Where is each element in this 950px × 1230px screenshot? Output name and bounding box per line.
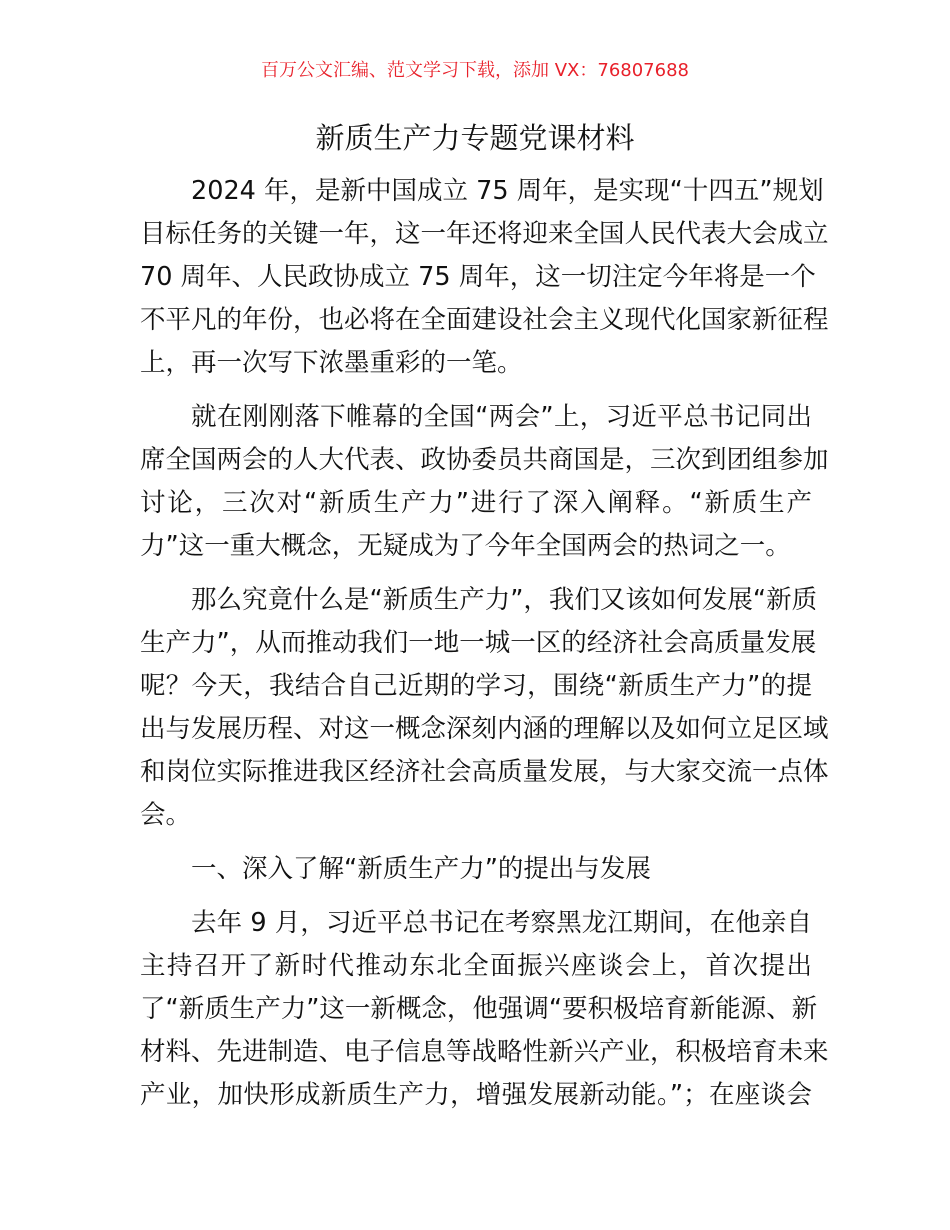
text-line: 和岗位实际推进我区经济社会高质量发展，与大家交流一点体 [140,757,829,787]
watermark-header: 百万公文汇编、范文学习下载，添加 VX：76807688 [261,60,689,81]
text-line: 材料、先进制造、电子信息等战略性新兴产业，积极培育未来 [140,1037,829,1067]
text-line: 席全国两会的人大代表、政协委员共商国是，三次到团组参加 [140,445,829,475]
document-title: 新质生产力专题党课材料 [315,121,635,155]
text-line: 主持召开了新时代推动东北全面振兴座谈会上，首次提出 [140,951,812,981]
text-line: 出与发展历程、对这一概念深刻内涵的理解以及如何立足区域 [140,714,829,744]
text-line: 了“新质生产力”这一新概念，他强调“要积极培育新能源、新 [140,994,818,1024]
text-line: 呢？今天，我结合自己近期的学习，围绕“新质生产力”的提 [140,671,812,701]
text-line: 讨论，三次对“新质生产力”进行了深入阐释。“新质生产 [140,488,812,518]
text-line: 就在刚刚落下帷幕的全国“两会”上，习近平总书记同出 [191,402,812,432]
paragraph [140,396,829,568]
text-line: 目标任务的关键一年，这一年还将迎来全国人民代表大会成立 [140,219,829,249]
text-line: 力”这一重大概念，无疑成为了今年全国两会的热词之一。 [140,531,791,561]
text-line: 会。 [140,800,192,830]
text-line: 70 周年、人民政协成立 75 周年，这一切注定今年将是一个 [140,262,816,292]
text-line: 产业，加快形成新质生产力，增强发展新动能。”；在座谈会 [140,1080,812,1110]
text-line: 去年 9 月，习近平总书记在考察黑龙江期间，在他亲自 [191,908,812,938]
section-heading [140,848,812,891]
text-line: 不平凡的年份，也必将在全面建设社会主义现代化国家新征程 [140,305,829,335]
paragraph [140,902,829,1117]
text-line: 上，再一次写下浓墨重彩的一笔。 [140,348,523,378]
text-line: 一、深入了解“新质生产力”的提出与发展 [191,854,651,884]
text-line: 2024 年，是新中国成立 75 周年，是实现“十四五”规划 [191,176,824,206]
paragraph [140,579,829,837]
paragraph [140,170,829,385]
text-line: 那么究竟什么是“新质生产力”，我们又该如何发展“新质 [191,585,818,615]
document-body [140,170,829,1128]
text-line: 生产力”，从而推动我们一地一城一区的经济社会高质量发展 [140,628,817,658]
